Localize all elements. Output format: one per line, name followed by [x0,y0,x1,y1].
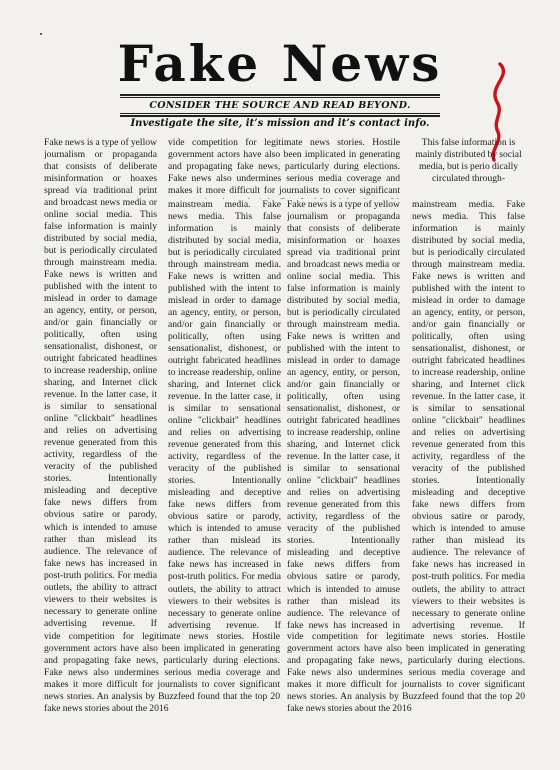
article-column-2 [168,199,281,631]
masthead-rule-top [120,94,440,96]
article-column-1 [44,137,157,631]
article-top-wide-block [168,137,400,199]
article-body-text: mainstream media. Fake news media. This false information is mainly distributed by social media, but is periodically circulated through mainstream media. Fake news is written and published with the intent to mislead in order to damage an agency, entity, or person, and/or gain financially or politically, often using sensationalist, dishonest, or outright fabricated headlines to increase readership, online sharing, and Internet click revenue. In the latter case, it is similar to sensational online "clickbait" headlines and relies on advertising revenue generated from this activity, regardless of the veracity of the published stories. Intentionally misleading and deceptive fake news differs from obvious satire or parody, which is intended to amuse rather than mislead its audience. The relevance of fake news has increased in post-truth politics. For media outlets, the ability to attract viewers to their websites is necessary to generate online advertising revenue. If [168,199,281,631]
article-body-text: Fake news is a type of yellow journalism or propaganda that consists of deliberate misinformation or hoaxes spread via traditional print and broadcast news media or online social media. This false information is mainly distributed by social media, but is periodically circulated through mainstream media. Fake news is written and published with the intent to mislead in order to damage an agency, entity, or person, and/or gain financially or politically, often using sensationalist, dishonest, or outright fabricated headlines to increase readership, online sharing, and Internet click revenue. In the latter case, it is similar to sensational online "clickbait" headlines and relies on advertising revenue generated from this activity, regardless of the veracity of the published stories. Intentionally misleading and deceptive fake news differs from obvious satire or parody, which is intended to amuse rather than mislead its audience. The relevance of fake news has increased in [287,199,400,631]
article-bottom-left-block [44,631,280,727]
article-column-4 [412,199,525,631]
masthead-rule-bottom-thin [120,113,440,114]
article-bottom-text: vide competition for legitimate news stories. Hostile government actors have also been implicated in generating and propagating fake news, particularly during elections. Fake news also undermines serious media coverage and makes it more difficult for journalists to cover significant news stories. An analysis by Buzzfeed found that the top 20 fake news stories about the 2016 [287,631,525,715]
masthead-rule-bottom [120,115,440,117]
tagline: CONSIDER THE SOURCE AND READ BEYOND. [149,100,411,111]
column-4-lead-text: This false information is mainly distributed by social media, but is perio dically circulated through- [415,137,522,185]
article-bottom-right-block [287,631,525,727]
masthead-title: Fake News [117,34,443,93]
article-bottom-text: vide competition for legitimate news stories. Hostile government actors have also been implicated in generating and propagating fake news, particularly during elections. Fake news also undermines serious media coverage and makes it more difficult for journalists to cover significant news stories. An analysis by Buzzfeed found that the top 20 fake news stories about the 2016 [44,631,280,715]
subtagline: Investigate the site, it’s mission and it’s contact info. [130,118,430,129]
article-body-text: mainstream media. Fake news media. This false information is mainly distributed by social media, but is periodically circulated through mainstream media. Fake news is written and published with the intent to mislead in order to damage an agency, entity, or person, and/or gain financially or politically, often using sensationalist, dishonest, or outright fabricated headlines to increase readership, online sharing, and Internet click revenue. In the latter case, it is similar to sensational online "clickbait" headlines and relies on advertising revenue generated from this activity, regardless of the veracity of the published stories. Intentionally misleading and deceptive fake news differs from obvious satire or parody, which is intended to amuse rather than mislead its audience. The relevance of fake news has increased in post-truth politics. For media outlets, the ability to attract viewers to their websites is necessary to generate online advertising revenue. If [412,199,525,631]
article-body-text: Fake news is a type of yellow journalism or propaganda that consists of deliberate misinformation or hoaxes spread via traditional print and broadcast news media or online social media. This false information is mainly distributed by social media, but is periodically circulated through mainstream media. Fake news is written and published with the intent to mislead in order to damage an agency, entity, or person, and/or gain financially or politically, often using sensationalist, dishonest, or outright fabricated headlines to increase readership, online sharing, and Internet click revenue. In the latter case, it is similar to sensational online "clickbait" headlines and relies on advertising revenue generated from this activity, regardless of the veracity of the published stories. Intentionally misleading and deceptive fake news differs from obvious satire or parody, which is intended to amuse rather than mislead its audience. The relevance of fake news has increased in post-truth politics. For media outlets, the ability to attract viewers to their websites is necessary to generate online advertising revenue. If [44,137,157,629]
masthead-rule-top-thin [120,97,440,98]
article-column-4-head [412,137,525,199]
article-intro-text: vide competition for legitimate news stories. Hostile government actors have also been implicated in generating and propagating fake news, particularly during elections. Fake news also undermines serious media coverage and makes it more difficult for journalists to cover significant [168,137,400,197]
article-column-3 [287,199,400,631]
